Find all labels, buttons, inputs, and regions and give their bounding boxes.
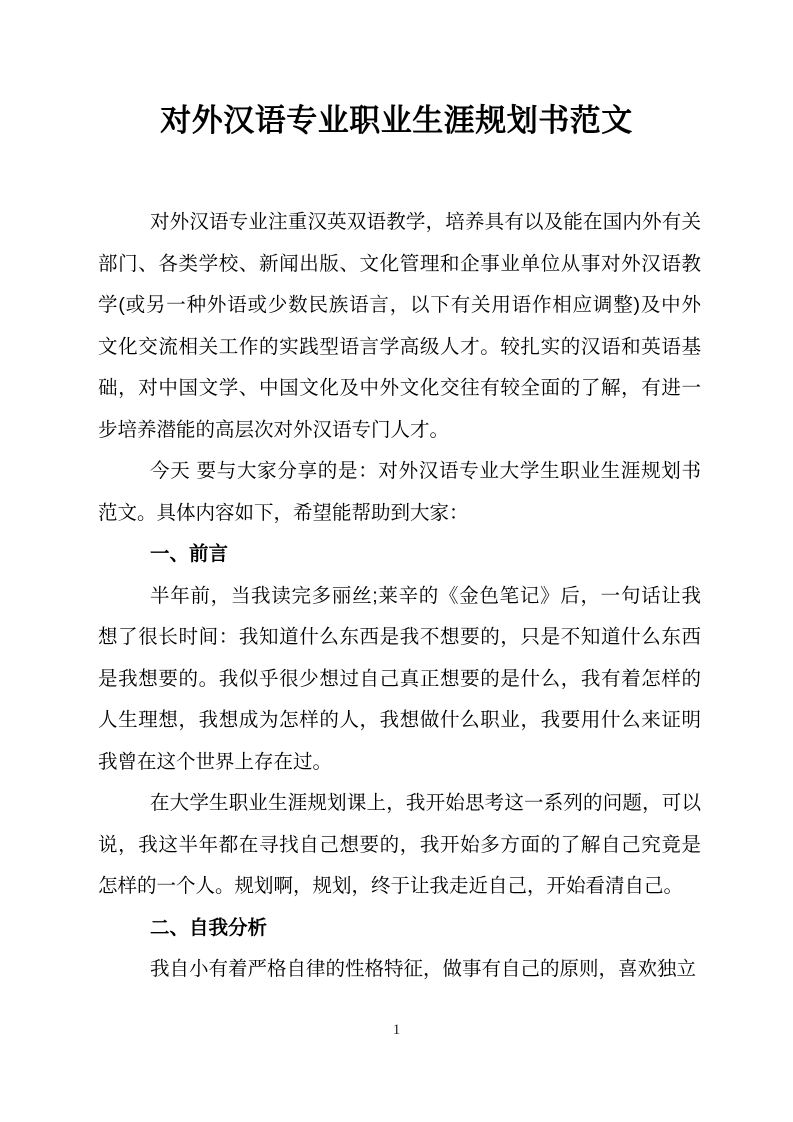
- paragraph-line: 学(或另一种外语或少数民族语言，以下有关用语作相应调整)及中外: [98, 294, 701, 316]
- document-body: [98, 202, 701, 991]
- section-heading-self-analysis: 二、自我分析: [150, 916, 268, 939]
- paragraph-line: 范文。具体内容如下，希望能帮助到大家：: [98, 501, 469, 524]
- paragraph-line: 半年前，当我读完多丽丝;莱辛的《金色笔记》后，一句话让我: [150, 584, 701, 607]
- paragraph-line: 在大学生职业生涯规划课上，我开始思考这一系列的问题，可以: [150, 792, 701, 814]
- paragraph-line: 怎样的一个人。规划啊，规划，终于让我走近自己，开始看清自己。: [98, 875, 684, 897]
- page-number: 1: [392, 1022, 401, 1038]
- paragraph-line: 础，对中国文学、中国文化及中外文化交往有较全面的了解，有进一: [98, 377, 701, 399]
- paragraph-line: 步培养潜能的高层次对外汉语专门人才。: [98, 418, 450, 441]
- document-title: 对外汉语专业职业生涯规划书范文: [160, 103, 633, 138]
- paragraph-line: 是我想要的。我似乎很少想过自己真正想要的是什么，我有着怎样的: [98, 667, 701, 690]
- paragraph-line: 我自小有着严格自律的性格特征，做事有自己的原则，喜欢独立: [150, 958, 697, 980]
- section-heading-preface: 一、前言: [150, 543, 229, 565]
- paragraph-line: 想了很长时间：我知道什么东西是我不想要的，只是不知道什么东西: [98, 626, 701, 648]
- paragraph-line: 人生理想，我想成为怎样的人，我想做什么职业，我要用什么来证明: [98, 709, 701, 731]
- paragraph-line: 今天 要与大家分享的是：对外汉语专业大学生职业生涯规划书: [150, 460, 701, 482]
- paragraph-line: 我曾在这个世界上存在过。: [98, 750, 333, 773]
- paragraph-line: 对外汉语专业注重汉英双语教学，培养具有以及能在国内外有关: [150, 211, 701, 233]
- paragraph-line: 文化交流相关工作的实践型语言学高级人才。较扎实的汉语和英语基: [98, 335, 701, 358]
- paragraph-line: 说，我这半年都在寻找自己想要的，我开始多方面的了解自己究竟是: [98, 833, 701, 856]
- paragraph-line: 部门、各类学校、新闻出版、文化管理和企事业单位从事对外汉语教: [98, 252, 701, 275]
